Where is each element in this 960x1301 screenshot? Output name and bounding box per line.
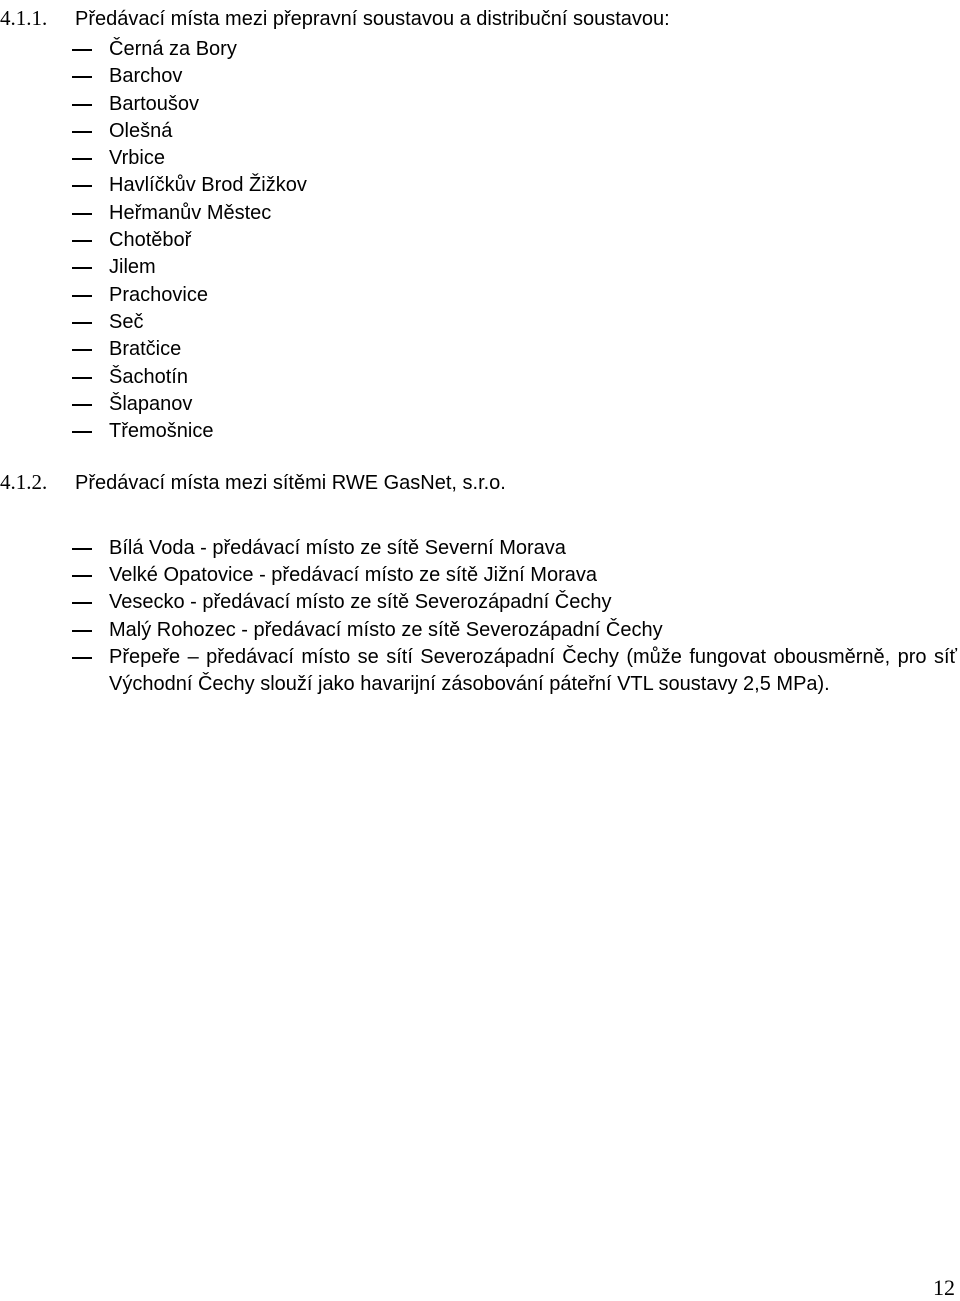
dash-bullet — [72, 76, 92, 78]
section-title: Předávací místa mezi přepravní soustavou a distribuční soustavou: — [75, 8, 670, 30]
list-item: Vrbice — [0, 145, 307, 172]
section-number: 4.1.2. — [0, 470, 48, 494]
dash-bullet — [72, 158, 92, 160]
dash-bullet — [72, 131, 92, 133]
dash-bullet — [72, 404, 92, 406]
list-item: Seč — [0, 309, 307, 336]
list-item: Prachovice — [0, 282, 307, 309]
list-item: Vesecko - předávací místo ze sítě Severozápadní Čechy — [0, 589, 957, 616]
dash-bullet — [72, 575, 92, 577]
section-title: Předávací místa mezi sítěmi RWE GasNet, s.r.o. — [75, 472, 506, 494]
dash-bullet — [72, 295, 92, 297]
list-item: Bratčice — [0, 336, 307, 363]
list-item: Chotěboř — [0, 227, 307, 254]
list-item: Jilem — [0, 254, 307, 281]
list-item: Malý Rohozec - předávací místo ze sítě Severozápadní Čechy — [0, 617, 957, 644]
list-item: Černá za Bory — [0, 36, 307, 63]
list-item: Šachotín — [0, 364, 307, 391]
list-item: Bartoušov — [0, 91, 307, 118]
list-item: Olešná — [0, 118, 307, 145]
section-heading-4-1-1 — [0, 6, 670, 31]
dash-bullet — [72, 213, 92, 215]
dash-bullet — [72, 267, 92, 269]
dash-bullet — [72, 185, 92, 187]
dash-bullet — [72, 322, 92, 324]
dash-bullet — [72, 49, 92, 51]
dash-bullet — [72, 104, 92, 106]
dash-bullet — [72, 630, 92, 632]
list-item: Třemošnice — [0, 418, 307, 445]
section-number: 4.1.1. — [0, 6, 48, 30]
list-item: Havlíčkův Brod Žižkov — [0, 172, 307, 199]
dash-bullet — [72, 602, 92, 604]
dash-bullet — [72, 349, 92, 351]
list-item: Barchov — [0, 63, 307, 90]
list-item: Velké Opatovice - předávací místo ze sítě Jižní Morava — [0, 562, 957, 589]
dash-bullet — [72, 657, 92, 659]
list-item: Heřmanův Městec — [0, 200, 307, 227]
network-transfer-points-list — [0, 535, 957, 698]
dash-bullet — [72, 548, 92, 550]
list-item: Šlapanov — [0, 391, 307, 418]
dash-bullet — [72, 431, 92, 433]
page-number: 12 — [933, 1275, 955, 1300]
section-heading-4-1-2 — [0, 470, 506, 495]
list-item: Bílá Voda - předávací místo ze sítě Severní Morava — [0, 535, 957, 562]
dash-bullet — [72, 377, 92, 379]
dash-bullet — [72, 240, 92, 242]
list-item: Přepeře – předávací místo se sítí Severozápadní Čechy (může fungovat obousměrně, pro síť Východní Čechy slouží jako havarijní zásobování páteřní VTL soustavy 2,5 MPa). — [0, 644, 957, 698]
transfer-points-list — [0, 36, 307, 445]
